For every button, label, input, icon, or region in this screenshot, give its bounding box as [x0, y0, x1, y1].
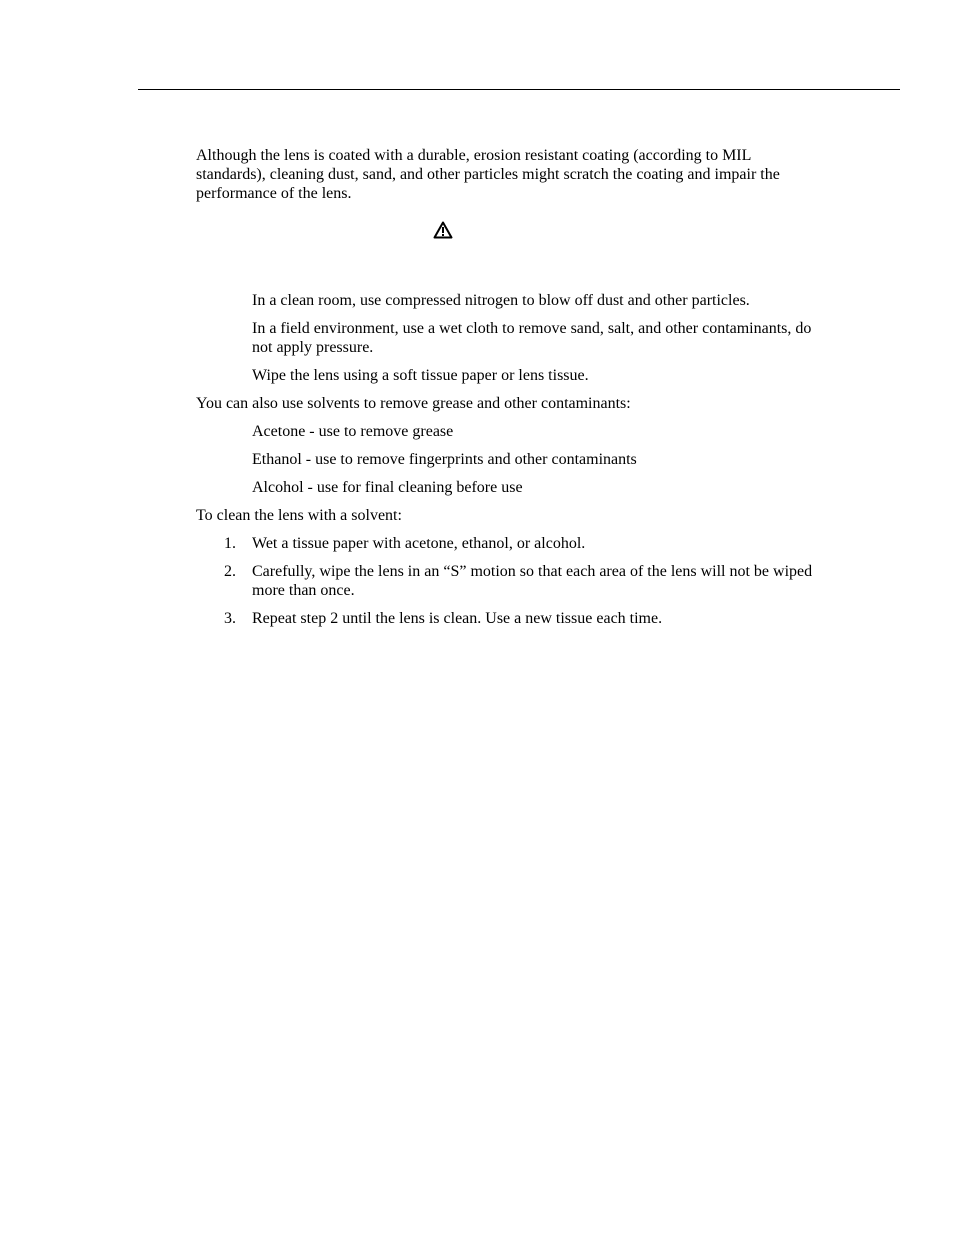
step-text: Repeat step 2 until the lens is clean. Use a new tissue each time. [252, 610, 663, 627]
steps-intro: To clean the lens with a solvent: [196, 507, 402, 524]
step-number: 2. [224, 563, 236, 580]
solvents-intro: You can also use solvents to remove grease and other contaminants: [196, 395, 631, 412]
step-text: Wet a tissue paper with acetone, ethanol, or alcohol. [252, 535, 586, 552]
solvent-item: Alcohol - use for final cleaning before use [252, 479, 523, 496]
warning-triangle-icon [433, 221, 453, 239]
method-item: Wipe the lens using a soft tissue paper or lens tissue. [252, 367, 589, 384]
step-number: 3. [224, 610, 236, 627]
solvent-item: Acetone - use to remove grease [252, 423, 454, 440]
solvent-item: Ethanol - use to remove fingerprints and other contaminants [252, 451, 637, 468]
step-text: Carefully, wipe the lens in an “S” motion so that each area of the lens will not be wiped more than once. [252, 563, 813, 599]
step-number: 1. [224, 535, 236, 552]
intro-paragraph: Although the lens is coated with a durable, erosion resistant coating (according to MIL standards), cleaning dust, sand, and other particles might scratch the coating and impair the performance of the lens. [196, 147, 780, 202]
method-item: In a clean room, use compressed nitrogen to blow off dust and other particles. [252, 292, 750, 309]
method-item: In a field environment, use a wet cloth to remove sand, salt, and other contaminants, do not apply pressure. [252, 320, 812, 356]
header-rule [138, 89, 900, 90]
